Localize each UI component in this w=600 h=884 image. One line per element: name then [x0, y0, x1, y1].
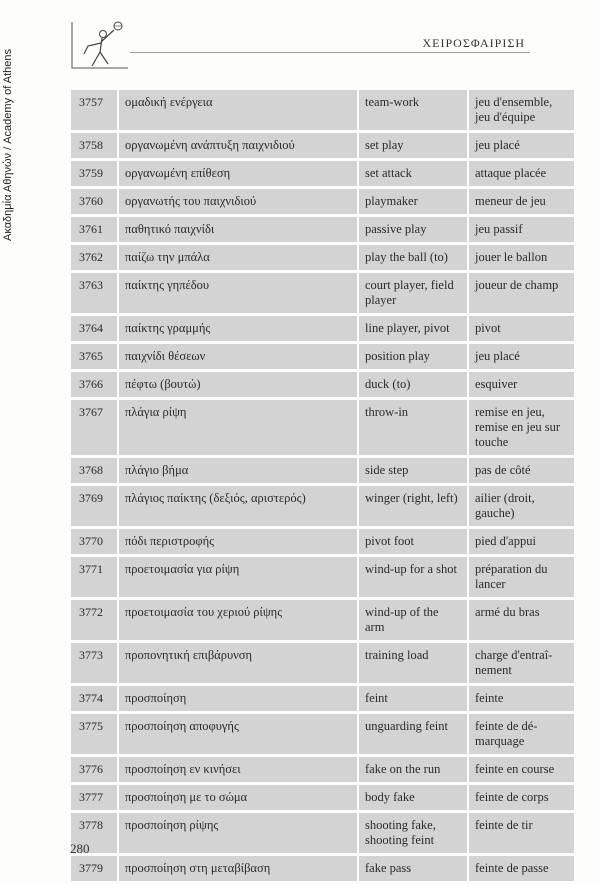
english-term: feint — [357, 686, 467, 711]
page-number: 280 — [70, 841, 90, 856]
english-term: duck (to) — [357, 372, 467, 397]
english-term: fake on the run — [357, 757, 467, 782]
handball-player-logo-icon — [70, 20, 130, 70]
term-number: 3758 — [71, 133, 117, 158]
french-term: jeu placé — [467, 133, 574, 158]
term-number: 3763 — [71, 273, 117, 313]
side-label — [0, 40, 16, 250]
french-term: esquiver — [467, 372, 574, 397]
french-term: pas de côté — [467, 458, 574, 483]
term-number: 3766 — [71, 372, 117, 397]
term-number: 3773 — [71, 643, 117, 683]
term-number: 3768 — [71, 458, 117, 483]
term-row — [71, 133, 574, 158]
greek-term: προετοιμασία για ρίψη — [117, 557, 357, 597]
greek-term: πέφτω (βουτώ) — [117, 372, 357, 397]
term-row — [71, 400, 574, 455]
term-row — [71, 856, 574, 881]
english-term: throw-in — [357, 400, 467, 455]
term-row — [71, 757, 574, 782]
french-term: feinte de tir — [467, 813, 574, 853]
english-term: set play — [357, 133, 467, 158]
term-number: 3772 — [71, 600, 117, 640]
term-number: 3760 — [71, 189, 117, 214]
french-term: charge d'entraî-nement — [467, 643, 574, 683]
term-number: 3764 — [71, 316, 117, 341]
greek-term: πλάγια ρίψη — [117, 400, 357, 455]
french-term: jeu passif — [467, 217, 574, 242]
term-row — [71, 189, 574, 214]
english-term: line player, pivot — [357, 316, 467, 341]
english-term: body fake — [357, 785, 467, 810]
greek-term: προσποίηση στη μεταβίβαση — [117, 856, 357, 881]
french-term: remise en jeu, remise en jeu sur touche — [467, 400, 574, 455]
greek-term: οργανωτής του παιχνιδιού — [117, 189, 357, 214]
term-number: 3761 — [71, 217, 117, 242]
greek-term: ομαδική ενέργεια — [117, 90, 357, 130]
english-term: play the ball (to) — [357, 245, 467, 270]
french-term: meneur de jeu — [467, 189, 574, 214]
french-term: pivot — [467, 316, 574, 341]
greek-term: προσποίηση — [117, 686, 357, 711]
french-term: feinte en course — [467, 757, 574, 782]
french-term: ailier (droit, gauche) — [467, 486, 574, 526]
french-term: jeu d'ensemble, jeu d'équipe — [467, 90, 574, 130]
term-row — [71, 372, 574, 397]
english-term: training load — [357, 643, 467, 683]
english-term: pivot foot — [357, 529, 467, 554]
greek-term: παιχνίδι θέσεων — [117, 344, 357, 369]
greek-term: προσποίηση εν κινήσει — [117, 757, 357, 782]
english-term: winger (right, left) — [357, 486, 467, 526]
side-label-text: Ακαδημία Αθηνών / Academy of Athens — [2, 48, 14, 242]
greek-term: προπονητική επιβάρυνση — [117, 643, 357, 683]
french-term: attaque placée — [467, 161, 574, 186]
english-term: fake pass — [357, 856, 467, 881]
term-number: 3776 — [71, 757, 117, 782]
term-row — [71, 813, 574, 853]
greek-term: παίκτης γηπέδου — [117, 273, 357, 313]
term-row — [71, 785, 574, 810]
greek-term: παίκτης γραμμής — [117, 316, 357, 341]
greek-term: οργανωμένη επίθεση — [117, 161, 357, 186]
term-number: 3767 — [71, 400, 117, 455]
term-number: 3778 — [71, 813, 117, 853]
term-row — [71, 217, 574, 242]
term-number: 3769 — [71, 486, 117, 526]
greek-term: πλάγιο βήμα — [117, 458, 357, 483]
term-row — [71, 486, 574, 526]
term-number: 3765 — [71, 344, 117, 369]
french-term: jouer le ballon — [467, 245, 574, 270]
term-number: 3770 — [71, 529, 117, 554]
term-number: 3777 — [71, 785, 117, 810]
term-row — [71, 557, 574, 597]
french-term: feinte — [467, 686, 574, 711]
greek-term: οργανωμένη ανάπτυξη παιχνιδιού — [117, 133, 357, 158]
french-term: jeu placé — [467, 344, 574, 369]
french-term: armé du bras — [467, 600, 574, 640]
french-term: pied d'appui — [467, 529, 574, 554]
english-term: team-work — [357, 90, 467, 130]
english-term: shooting fake, shooting feint — [357, 813, 467, 853]
term-row — [71, 714, 574, 754]
english-term: set attack — [357, 161, 467, 186]
english-term: side step — [357, 458, 467, 483]
greek-term: πλάγιος παίκτης (δεξιός, αριστερός) — [117, 486, 357, 526]
term-table — [71, 87, 574, 884]
english-term: passive play — [357, 217, 467, 242]
term-row — [71, 316, 574, 341]
section-title: ΧΕΙΡΟΣΦΑΙΡΙΣΗ — [422, 36, 525, 50]
term-number: 3775 — [71, 714, 117, 754]
term-row — [71, 161, 574, 186]
french-term: feinte de passe — [467, 856, 574, 881]
term-number: 3779 — [71, 856, 117, 881]
term-row — [71, 458, 574, 483]
french-term: feinte de dé-marquage — [467, 714, 574, 754]
greek-term: παθητικό παιχνίδι — [117, 217, 357, 242]
greek-term: προετοιμασία του χεριού ρίψης — [117, 600, 357, 640]
greek-term: πόδι περιστροφής — [117, 529, 357, 554]
french-term: feinte de corps — [467, 785, 574, 810]
term-number: 3759 — [71, 161, 117, 186]
header-rule — [130, 52, 530, 53]
greek-term: προσποίηση ρίψης — [117, 813, 357, 853]
english-term: unguarding feint — [357, 714, 467, 754]
greek-term: προσποίηση αποφυγής — [117, 714, 357, 754]
term-number: 3757 — [71, 90, 117, 130]
term-row — [71, 686, 574, 711]
term-row — [71, 344, 574, 369]
term-row — [71, 600, 574, 640]
english-term: court player, field player — [357, 273, 467, 313]
english-term: position play — [357, 344, 467, 369]
greek-term: παίζω την μπάλα — [117, 245, 357, 270]
french-term: préparation du lancer — [467, 557, 574, 597]
term-number: 3774 — [71, 686, 117, 711]
term-row — [71, 529, 574, 554]
french-term: joueur de champ — [467, 273, 574, 313]
greek-term: προσποίηση με το σώμα — [117, 785, 357, 810]
term-row — [71, 245, 574, 270]
english-term: playmaker — [357, 189, 467, 214]
term-row — [71, 643, 574, 683]
term-number: 3771 — [71, 557, 117, 597]
english-term: wind-up of the arm — [357, 600, 467, 640]
term-row — [71, 273, 574, 313]
term-number: 3762 — [71, 245, 117, 270]
english-term: wind-up for a shot — [357, 557, 467, 597]
term-row — [71, 90, 574, 130]
